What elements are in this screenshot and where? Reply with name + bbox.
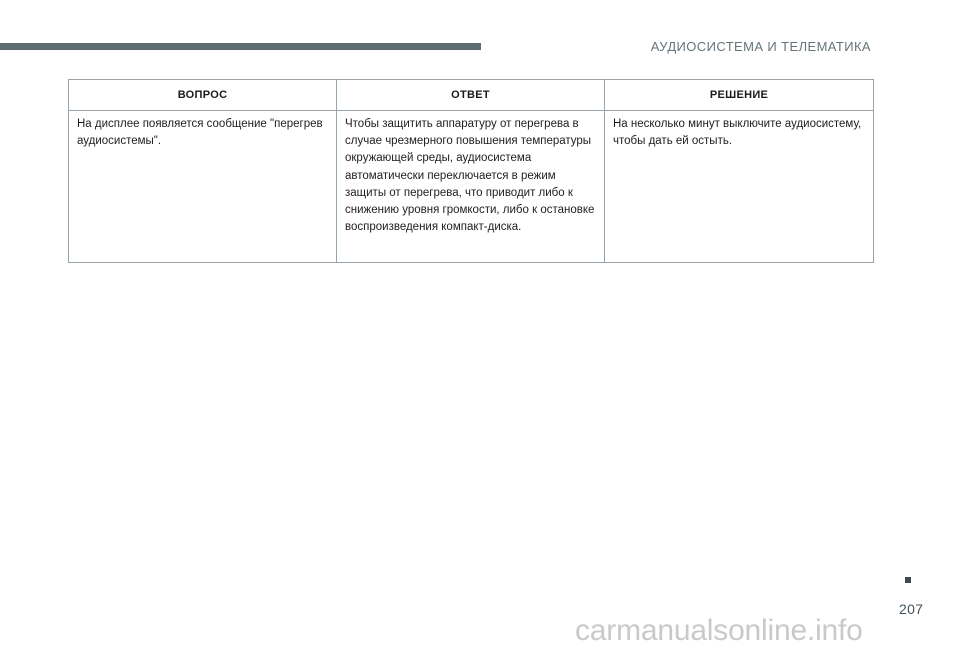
watermark: carmanualsonline.info bbox=[575, 614, 863, 647]
header-bar bbox=[0, 43, 481, 50]
column-header-answer: ОТВЕТ bbox=[337, 80, 605, 111]
table-row bbox=[69, 111, 874, 263]
answer-cell: Чтобы защитить аппаратуру от перегрева в случае чрезмерного повышения температуры окружающей среды, аудиосистема автоматически переключается в режим защиты от перегрева, что приводит либо к снижению уровня громкости, либо к остановке воспроизведения компакт-диска. bbox=[337, 111, 605, 263]
page-marker-square bbox=[905, 577, 911, 583]
question-cell: На дисплее появляется сообщение "перегрев аудиосистемы". bbox=[69, 111, 337, 263]
column-header-solution: РЕШЕНИЕ bbox=[605, 80, 874, 111]
troubleshooting-table bbox=[68, 79, 874, 263]
column-header-question: ВОПРОС bbox=[69, 80, 337, 111]
table-header-row bbox=[69, 80, 874, 111]
section-title: АУДИОСИСТЕМА И ТЕЛЕМАТИКА bbox=[650, 39, 871, 54]
page-number: 207 bbox=[899, 601, 924, 617]
solution-cell: На несколько минут выключите аудиосистему, чтобы дать ей остыть. bbox=[605, 111, 874, 263]
